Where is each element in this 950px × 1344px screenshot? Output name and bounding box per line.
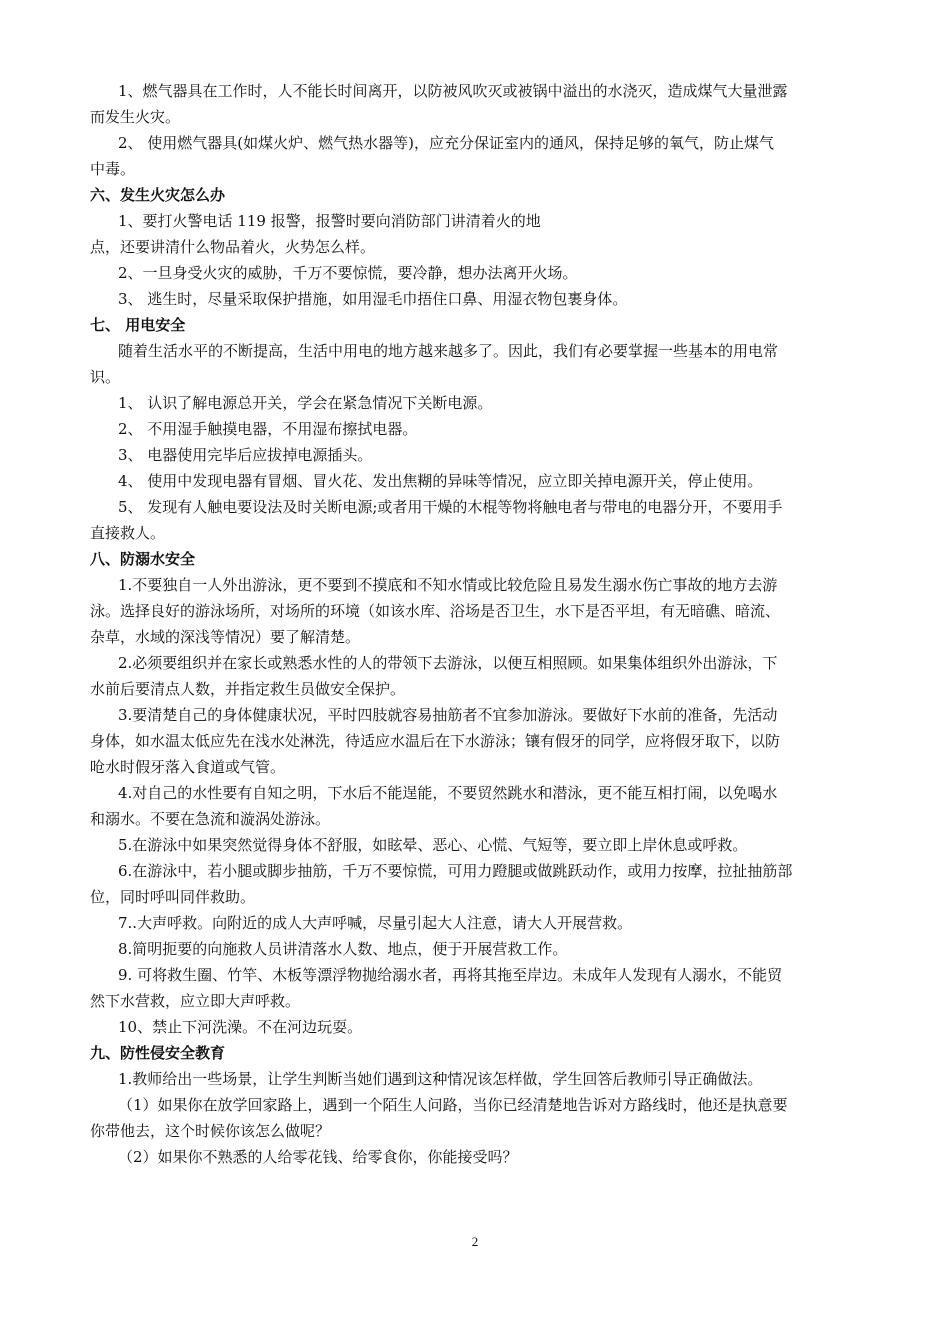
text-line: 直接救人。: [90, 524, 166, 542]
text-line: 位，同时呼叫同伴救助。: [90, 888, 256, 906]
text-line: 9. 可将救生圈、竹竿、木板等漂浮物抛给溺水者，再将其拖至岸边。未成年人发现有人溺水，不能贸: [118, 966, 783, 984]
section-heading: 六、发生火灾怎么办: [90, 186, 226, 204]
text-line: 1、燃气器具在工作时，人不能长时间离开，以防被风吹灭或被锅中溢出的水浇灭，造成煤气大量泄露: [118, 82, 788, 100]
text-line: 然下水营救，应立即大声呼救。: [90, 992, 301, 1010]
text-line: 而发生火灾。: [90, 108, 181, 126]
text-line: 1.教师给出一些场景，让学生判断当她们遇到这种情况该怎样做，学生回答后教师引导正确做法。: [118, 1070, 763, 1088]
text-line: 8.简明扼要的向施救人员讲清落水人数、地点，便于开展营救工作。: [118, 940, 568, 958]
text-line: （2）如果你不熟悉的人给零花钱、给零食你，你能接受吗？: [118, 1148, 518, 1166]
text-line: 2、 不用湿手触摸电器，不用湿布擦拭电器。: [118, 420, 418, 438]
text-line: 7..大声呼救。向附近的成人大声呼喊，尽量引起大人注意，请大人开展营救。: [118, 914, 633, 932]
text-line: 识。: [90, 368, 121, 386]
page-number: 2: [471, 1234, 479, 1249]
text-line: 1、要打火警电话 119 报警，报警时要向消防部门讲清着火的地: [118, 212, 541, 230]
text-line: 点，还要讲清什么物品着火，火势怎么样。: [90, 238, 376, 256]
text-line: 1、 认识了解电源总开关，学会在紧急情况下关断电源。: [118, 394, 493, 412]
text-line: （1）如果你在放学回家路上，遇到一个陌生人问路，当你已经清楚地告诉对方路线时，他还是执意要: [118, 1096, 788, 1114]
text-line: 6.在游泳中，若小腿或脚步抽筋，千万不要惊慌，可用力蹬腿或做跳跃动作，或用力按摩，拉扯抽筋部: [118, 862, 793, 880]
text-line: 2、 使用燃气器具(如煤火炉、燃气热水器等)，应充分保证室内的通风，保持足够的氧气，防止煤气: [118, 134, 775, 152]
text-line: 4.对自己的水性要有自知之明，下水后不能逞能，不要贸然跳水和潜泳，更不能互相打闹，以免喝水: [118, 784, 778, 802]
text-line: 4、 使用中发现电器有冒烟、冒火花、发出焦糊的异味等情况，应立即关掉电源开关，停止使用。: [118, 472, 763, 490]
text-line: 身体，如水温太低应先在浅水处淋洗，待适应水温后在下水游泳；镶有假牙的同学，应将假牙取下，以防: [90, 732, 781, 750]
text-line: 水前后要清点人数，并指定救生员做安全保护。: [90, 680, 406, 698]
document-page: [90, 78, 868, 1170]
text-line: 3.要清楚自己的身体健康状况，平时四肢就容易抽筋者不宜参加游泳。要做好下水前的准备，先活动: [118, 706, 778, 724]
section-heading: 九、防性侵安全教育: [90, 1044, 226, 1062]
text-line: 2、一旦身受火灾的威胁，千万不要惊慌，要冷静，想办法离开火场。: [118, 264, 578, 282]
text-line: 10、禁止下河洗澡。不在河边玩耍。: [118, 1018, 363, 1036]
text-line: 3、 逃生时，尽量采取保护措施，如用湿毛巾捂住口鼻、用湿衣物包裹身体。: [118, 290, 628, 308]
text-line: 你带他去，这个时候你该怎么做呢？: [90, 1122, 331, 1140]
text-line: 5、 发现有人触电要设法及时关断电源;或者用干燥的木棍等物将触电者与带电的电器分开，不要用手: [118, 498, 783, 516]
text-line: 呛水时假牙落入食道或气管。: [90, 758, 286, 776]
text-line: 随着生活水平的不断提高，生活中用电的地方越来越多了。因此，我们有必要掌握一些基本的用电常: [118, 342, 779, 360]
text-line: 和溺水。不要在急流和漩涡处游泳。: [90, 810, 331, 828]
text-line: 中毒。: [90, 160, 136, 178]
text-line: 泳。选择良好的游泳场所，对场所的环境（如该水库、浴场是否卫生，水下是否平坦，有无暗礁、暗流、: [90, 602, 781, 620]
text-line: 2.必须要组织并在家长或熟悉水性的人的带领下去游泳，以便互相照顾。如果集体组织外出游泳，下: [118, 654, 778, 672]
section-heading: 八、防溺水安全: [90, 550, 196, 568]
text-line: 1.不要独自一人外出游泳，更不要到不摸底和不知水情或比较危险且易发生溺水伤亡事故的地方去游: [118, 576, 778, 594]
text-line: 5.在游泳中如果突然觉得身体不舒服，如眩晕、恶心、心慌、气短等，要立即上岸休息或呼救。: [118, 836, 748, 854]
section-heading: 七、 用电安全: [90, 316, 186, 334]
text-line: 杂草，水域的深浅等情况）要了解清楚。: [90, 628, 361, 646]
text-line: 3、 电器使用完毕后应拔掉电源插头。: [118, 446, 373, 464]
